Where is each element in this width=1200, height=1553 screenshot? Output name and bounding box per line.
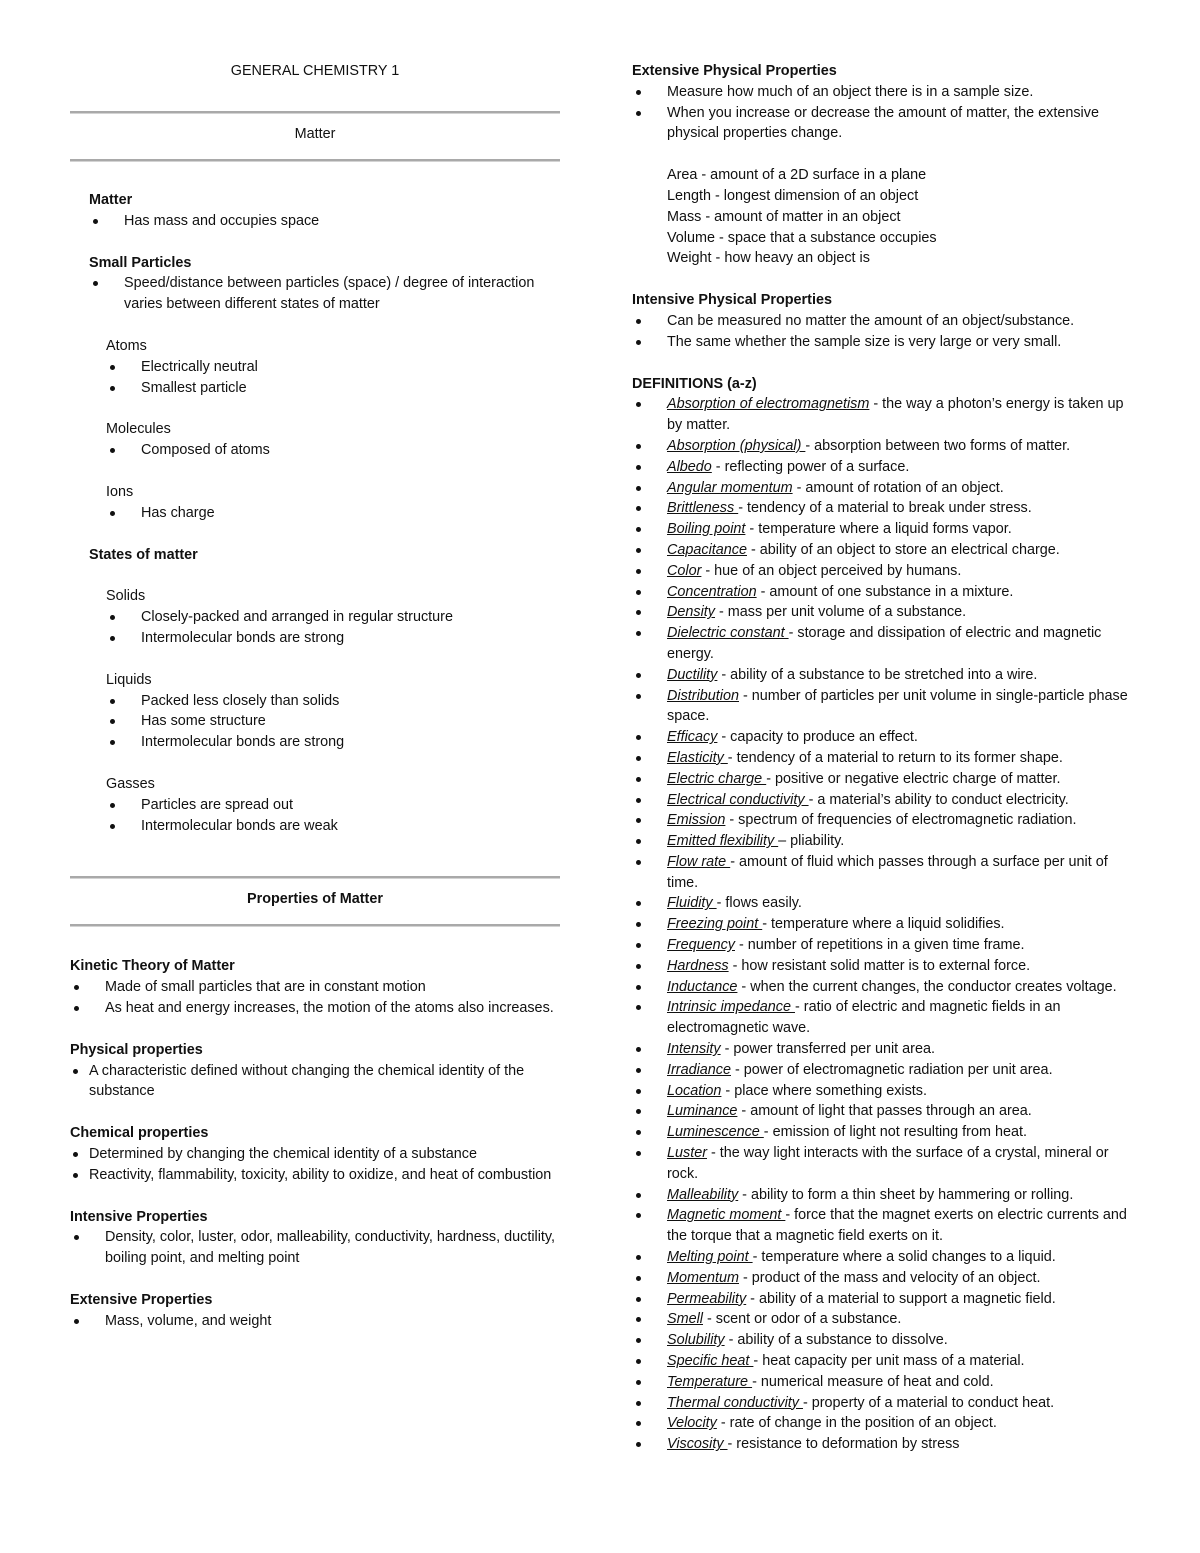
definition-item bbox=[632, 935, 1132, 956]
definition-text: - ability of a material to support a magnetic field. bbox=[746, 1290, 1056, 1307]
heading-matter: Matter bbox=[89, 192, 133, 208]
definition-item bbox=[632, 956, 1132, 977]
definition-text: - power transferred per unit area. bbox=[720, 1041, 935, 1058]
definition-term: Dielectric constant bbox=[667, 625, 789, 642]
definition-text: - ability of a substance to dissolve. bbox=[724, 1332, 948, 1349]
definition-term: Flow rate bbox=[667, 853, 731, 870]
heading-extensive: Extensive Properties bbox=[70, 1291, 213, 1308]
label-atoms: Atoms bbox=[106, 337, 147, 354]
example-line: Weight - how heavy an object is bbox=[667, 250, 870, 267]
bullet-list bbox=[70, 977, 560, 1019]
bullet-list bbox=[70, 1227, 560, 1269]
definition-term: Absorption of electromagnetism bbox=[667, 396, 870, 413]
definition-item bbox=[632, 582, 1132, 603]
definition-term: Emitted flexibility bbox=[667, 833, 779, 850]
definition-text: - amount of rotation of an object. bbox=[792, 479, 1004, 496]
properties-block bbox=[70, 956, 560, 1331]
definition-text: – pliability. bbox=[778, 833, 845, 850]
definition-term: Freezing point bbox=[667, 916, 763, 933]
list-item: Intermolecular bonds are strong bbox=[106, 732, 560, 753]
definition-term: Ductility bbox=[667, 666, 718, 683]
definition-text: - resistance to deformation by stress bbox=[727, 1436, 960, 1453]
definition-item bbox=[632, 810, 1132, 831]
definition-term: Malleability bbox=[667, 1186, 739, 1203]
definition-term: Efficacy bbox=[667, 729, 718, 746]
definition-term: Viscosity bbox=[667, 1436, 728, 1453]
definition-item bbox=[632, 1309, 1132, 1330]
definition-item bbox=[632, 540, 1132, 561]
definition-term: Brittleness bbox=[667, 500, 739, 517]
definition-term: Emission bbox=[667, 812, 726, 829]
matter-block bbox=[89, 190, 560, 315]
definition-text: - when the current changes, the conductor creates voltage. bbox=[737, 978, 1117, 995]
definition-text: - the way light interacts with the surface of a crystal, mineral or rock. bbox=[667, 1145, 1109, 1182]
divider bbox=[70, 924, 560, 927]
definition-text: - place where something exists. bbox=[721, 1082, 927, 1099]
definition-term: Smell bbox=[667, 1311, 703, 1328]
definition-term: Magnetic moment bbox=[667, 1207, 786, 1224]
definition-item bbox=[632, 893, 1132, 914]
bullet-list bbox=[106, 607, 560, 649]
bullet-list bbox=[106, 503, 560, 524]
definition-term: Temperature bbox=[667, 1373, 753, 1390]
definition-item bbox=[632, 498, 1132, 519]
definition-text: - mass per unit volume of a substance. bbox=[715, 604, 967, 621]
bullet-list bbox=[70, 1061, 560, 1103]
definition-text: - amount of one substance in a mixture. bbox=[756, 583, 1014, 600]
list-item: Reactivity, flammability, toxicity, ability to oxidize, and heat of combustion bbox=[70, 1165, 560, 1186]
definition-term: Angular momentum bbox=[667, 479, 793, 496]
definition-text: - capacity to produce an effect. bbox=[717, 729, 918, 746]
definition-term: Fluidity bbox=[667, 895, 717, 912]
definition-term: Irradiance bbox=[667, 1061, 731, 1078]
divider bbox=[70, 159, 560, 162]
definition-item bbox=[632, 1185, 1132, 1206]
definition-item bbox=[632, 1039, 1132, 1060]
definition-term: Distribution bbox=[667, 687, 739, 704]
section-header-properties bbox=[70, 876, 560, 927]
definition-text: - temperature where a liquid forms vapor. bbox=[745, 521, 1012, 538]
definition-term: Electric charge bbox=[667, 770, 767, 787]
bullet-list bbox=[70, 1311, 560, 1332]
list-item: Made of small particles that are in constant motion bbox=[70, 977, 560, 998]
definition-text: - ability to form a thin sheet by hammering or rolling. bbox=[738, 1186, 1074, 1203]
bullet-list bbox=[106, 440, 560, 461]
bullet-list bbox=[632, 311, 1132, 353]
label-gasses: Gasses bbox=[106, 775, 155, 792]
list-item: A characteristic defined without changing the chemical identity of the substance bbox=[70, 1061, 560, 1103]
definition-item bbox=[632, 623, 1132, 665]
definition-text: - power of electromagnetic radiation per unit area. bbox=[731, 1061, 1053, 1078]
list-item: Determined by changing the chemical identity of a substance bbox=[70, 1144, 560, 1165]
definition-text: - how resistant solid matter is to external force. bbox=[728, 957, 1031, 974]
examples-list bbox=[667, 165, 1132, 269]
definition-item bbox=[632, 977, 1132, 998]
list-item: Intermolecular bonds are weak bbox=[106, 816, 560, 837]
definition-item bbox=[632, 436, 1132, 457]
list-item: Density, color, luster, odor, malleability, conductivity, hardness, ductility, boiling point, and melting point bbox=[70, 1227, 560, 1269]
definition-item bbox=[632, 1289, 1132, 1310]
definition-item bbox=[632, 1101, 1132, 1122]
definition-term: Specific heat bbox=[667, 1353, 754, 1370]
list-item: As heat and energy increases, the motion of the atoms also increases. bbox=[70, 998, 560, 1019]
bullet-list bbox=[70, 1144, 560, 1186]
definition-item bbox=[632, 1247, 1132, 1268]
definition-item bbox=[632, 852, 1132, 894]
document-title: GENERAL CHEMISTRY 1 bbox=[230, 63, 400, 79]
definition-text: - flows easily. bbox=[716, 895, 802, 912]
definition-text: - a material’s ability to conduct electricity. bbox=[808, 791, 1069, 808]
label-molecules: Molecules bbox=[106, 421, 171, 438]
definition-item bbox=[632, 1081, 1132, 1102]
bullet-list bbox=[89, 273, 560, 315]
list-item: Intermolecular bonds are strong bbox=[106, 628, 560, 649]
definition-item bbox=[632, 790, 1132, 811]
example-line: Volume - space that a substance occupies bbox=[667, 229, 937, 246]
definition-text: - emission of light not resulting from heat. bbox=[763, 1124, 1027, 1141]
definition-text: - numerical measure of heat and cold. bbox=[752, 1373, 994, 1390]
section-header-matter bbox=[70, 111, 560, 162]
definition-item bbox=[632, 1143, 1132, 1185]
definition-item bbox=[632, 831, 1132, 852]
definition-term: Albedo bbox=[667, 458, 712, 475]
definition-item bbox=[632, 394, 1132, 436]
definition-term: Inductance bbox=[667, 978, 738, 995]
definition-term: Hardness bbox=[667, 957, 729, 974]
bullet-list bbox=[106, 795, 560, 837]
definition-text: - absorption between two forms of matter. bbox=[805, 437, 1071, 454]
definition-term: Capacitance bbox=[667, 541, 747, 558]
bullet-list bbox=[106, 357, 560, 399]
definition-text: - tendency of a material to break under stress. bbox=[738, 500, 1032, 517]
definition-text: - ratio of electric and magnetic fields in an electromagnetic wave. bbox=[667, 999, 1061, 1037]
particles-block bbox=[106, 315, 560, 524]
definition-item bbox=[632, 1393, 1132, 1414]
definition-term: Melting point bbox=[667, 1249, 753, 1266]
definition-item bbox=[632, 561, 1132, 582]
definition-term: Thermal conductivity bbox=[667, 1394, 803, 1411]
heading-intensive-physical: Intensive Physical Properties bbox=[632, 292, 832, 309]
definition-term: Boiling point bbox=[667, 521, 746, 538]
list-item: Packed less closely than solids bbox=[106, 691, 560, 712]
list-item: Mass, volume, and weight bbox=[70, 1311, 560, 1332]
definition-item bbox=[632, 997, 1132, 1039]
definition-text: - storage and dissipation of electric and magnetic energy. bbox=[667, 625, 1102, 662]
heading-intensive: Intensive Properties bbox=[70, 1208, 208, 1225]
label-ions: Ions bbox=[106, 483, 134, 500]
definition-text: - number of particles per unit volume in single-particle phase space. bbox=[667, 687, 1128, 725]
example-line: Mass - amount of matter in an object bbox=[667, 208, 901, 225]
definition-item bbox=[632, 519, 1132, 540]
definition-item bbox=[632, 665, 1132, 686]
list-item: Closely-packed and arranged in regular structure bbox=[106, 607, 560, 628]
heading-definitions: DEFINITIONS (a-z) bbox=[632, 375, 757, 392]
definition-item bbox=[632, 1434, 1132, 1455]
states-subblock bbox=[106, 565, 560, 836]
definition-term: Electrical conductivity bbox=[667, 791, 809, 808]
definitions-list bbox=[632, 394, 1132, 1455]
definition-term: Elasticity bbox=[667, 749, 728, 766]
definition-text: - ability of an object to store an electrical charge. bbox=[747, 541, 1060, 558]
definition-text: - temperature where a liquid solidifies. bbox=[762, 916, 1005, 933]
left-column bbox=[70, 61, 560, 1331]
example-line: Area - amount of a 2D surface in a plane bbox=[667, 167, 927, 184]
definition-term: Permeability bbox=[667, 1290, 747, 1307]
definition-text: - amount of light that passes through an area. bbox=[737, 1103, 1032, 1120]
heading-extensive-physical: Extensive Physical Properties bbox=[632, 63, 837, 79]
definition-item bbox=[632, 686, 1132, 728]
definition-text: - force that the magnet exerts on electric currents and the torque that a magnetic field exerts on it. bbox=[667, 1207, 1127, 1245]
definition-item bbox=[632, 1268, 1132, 1289]
definition-text: - scent or odor of a substance. bbox=[702, 1311, 902, 1328]
definition-item bbox=[632, 748, 1132, 769]
definition-item bbox=[632, 457, 1132, 478]
example-line: Length - longest dimension of an object bbox=[667, 187, 919, 204]
definition-item bbox=[632, 478, 1132, 499]
definition-item bbox=[632, 769, 1132, 790]
list-item: Composed of atoms bbox=[106, 440, 560, 461]
definition-text: - ability of a substance to be stretched into a wire. bbox=[717, 666, 1038, 683]
definition-term: Luminance bbox=[667, 1103, 738, 1120]
definition-text: - number of repetitions in a given time frame. bbox=[735, 937, 1025, 954]
definition-text: - the way a photon’s energy is taken up by matter. bbox=[667, 396, 1124, 434]
definition-term: Frequency bbox=[667, 937, 735, 954]
list-item: The same whether the sample size is very large or very small. bbox=[632, 332, 1132, 353]
definition-text: - spectrum of frequencies of electromagnetic radiation. bbox=[725, 812, 1077, 829]
definition-item bbox=[632, 1122, 1132, 1143]
label-solids: Solids bbox=[106, 588, 146, 605]
definition-text: - amount of fluid which passes through a surface per unit of time. bbox=[667, 853, 1108, 891]
definition-item bbox=[632, 727, 1132, 748]
definition-term: Location bbox=[667, 1082, 722, 1099]
definition-text: - temperature where a solid changes to a liquid. bbox=[752, 1249, 1056, 1266]
list-item: Particles are spread out bbox=[106, 795, 560, 816]
definition-term: Luminescence bbox=[667, 1124, 764, 1141]
definition-term: Density bbox=[667, 604, 715, 621]
bullet-list bbox=[632, 82, 1132, 144]
definition-text: - positive or negative electric charge of matter. bbox=[766, 770, 1061, 787]
label-liquids: Liquids bbox=[106, 671, 152, 688]
definition-item bbox=[632, 1372, 1132, 1393]
definition-term: Momentum bbox=[667, 1269, 739, 1286]
definition-text: - heat capacity per unit mass of a material. bbox=[753, 1353, 1025, 1370]
definition-term: Intrinsic impedance bbox=[667, 999, 795, 1016]
definition-term: Color bbox=[667, 562, 702, 579]
definition-term: Absorption (physical) bbox=[667, 437, 806, 454]
definition-item bbox=[632, 1060, 1132, 1081]
definition-term: Solubility bbox=[667, 1332, 725, 1349]
definition-text: - rate of change in the position of an object. bbox=[716, 1415, 997, 1432]
definition-term: Intensity bbox=[667, 1041, 721, 1058]
right-column bbox=[632, 61, 1132, 1455]
definition-item bbox=[632, 914, 1132, 935]
heading-states: States of matter bbox=[89, 546, 198, 563]
section-title: Matter bbox=[294, 126, 336, 142]
definition-term: Concentration bbox=[667, 583, 757, 600]
list-item: Smallest particle bbox=[106, 378, 560, 399]
list-item: When you increase or decrease the amount of matter, the extensive physical properties change. bbox=[632, 103, 1132, 145]
definition-item bbox=[632, 1351, 1132, 1372]
definition-term: Luster bbox=[667, 1145, 707, 1162]
heading-chemical: Chemical properties bbox=[70, 1125, 209, 1142]
definition-item bbox=[632, 1205, 1132, 1247]
list-item: Has mass and occupies space bbox=[89, 211, 560, 232]
list-item: Electrically neutral bbox=[106, 357, 560, 378]
list-item: Speed/distance between particles (space) / degree of interaction varies between different states of matter bbox=[89, 273, 560, 315]
definition-item bbox=[632, 1413, 1132, 1434]
definition-text: - product of the mass and velocity of an object. bbox=[738, 1269, 1041, 1286]
definition-term: Velocity bbox=[667, 1415, 717, 1432]
definition-text: - property of a material to conduct heat. bbox=[802, 1394, 1055, 1411]
list-item: Has some structure bbox=[106, 711, 560, 732]
heading-kinetic: Kinetic Theory of Matter bbox=[70, 958, 235, 975]
definition-item bbox=[632, 602, 1132, 623]
bullet-list bbox=[89, 211, 560, 232]
heading-physical: Physical properties bbox=[70, 1041, 203, 1058]
definition-text: - hue of an object perceived by humans. bbox=[701, 562, 962, 579]
definition-item bbox=[632, 1330, 1132, 1351]
heading-small-particles: Small Particles bbox=[89, 254, 192, 271]
states-block bbox=[89, 524, 560, 566]
list-item: Can be measured no matter the amount of an object/substance. bbox=[632, 311, 1132, 332]
list-item: Has charge bbox=[106, 503, 560, 524]
section-title: Properties of Matter bbox=[247, 891, 383, 908]
bullet-list bbox=[106, 691, 560, 753]
list-item: Measure how much of an object there is in a sample size. bbox=[632, 82, 1132, 103]
definition-text: - reflecting power of a surface. bbox=[711, 458, 910, 475]
definition-text: - tendency of a material to return to its former shape. bbox=[727, 749, 1063, 766]
